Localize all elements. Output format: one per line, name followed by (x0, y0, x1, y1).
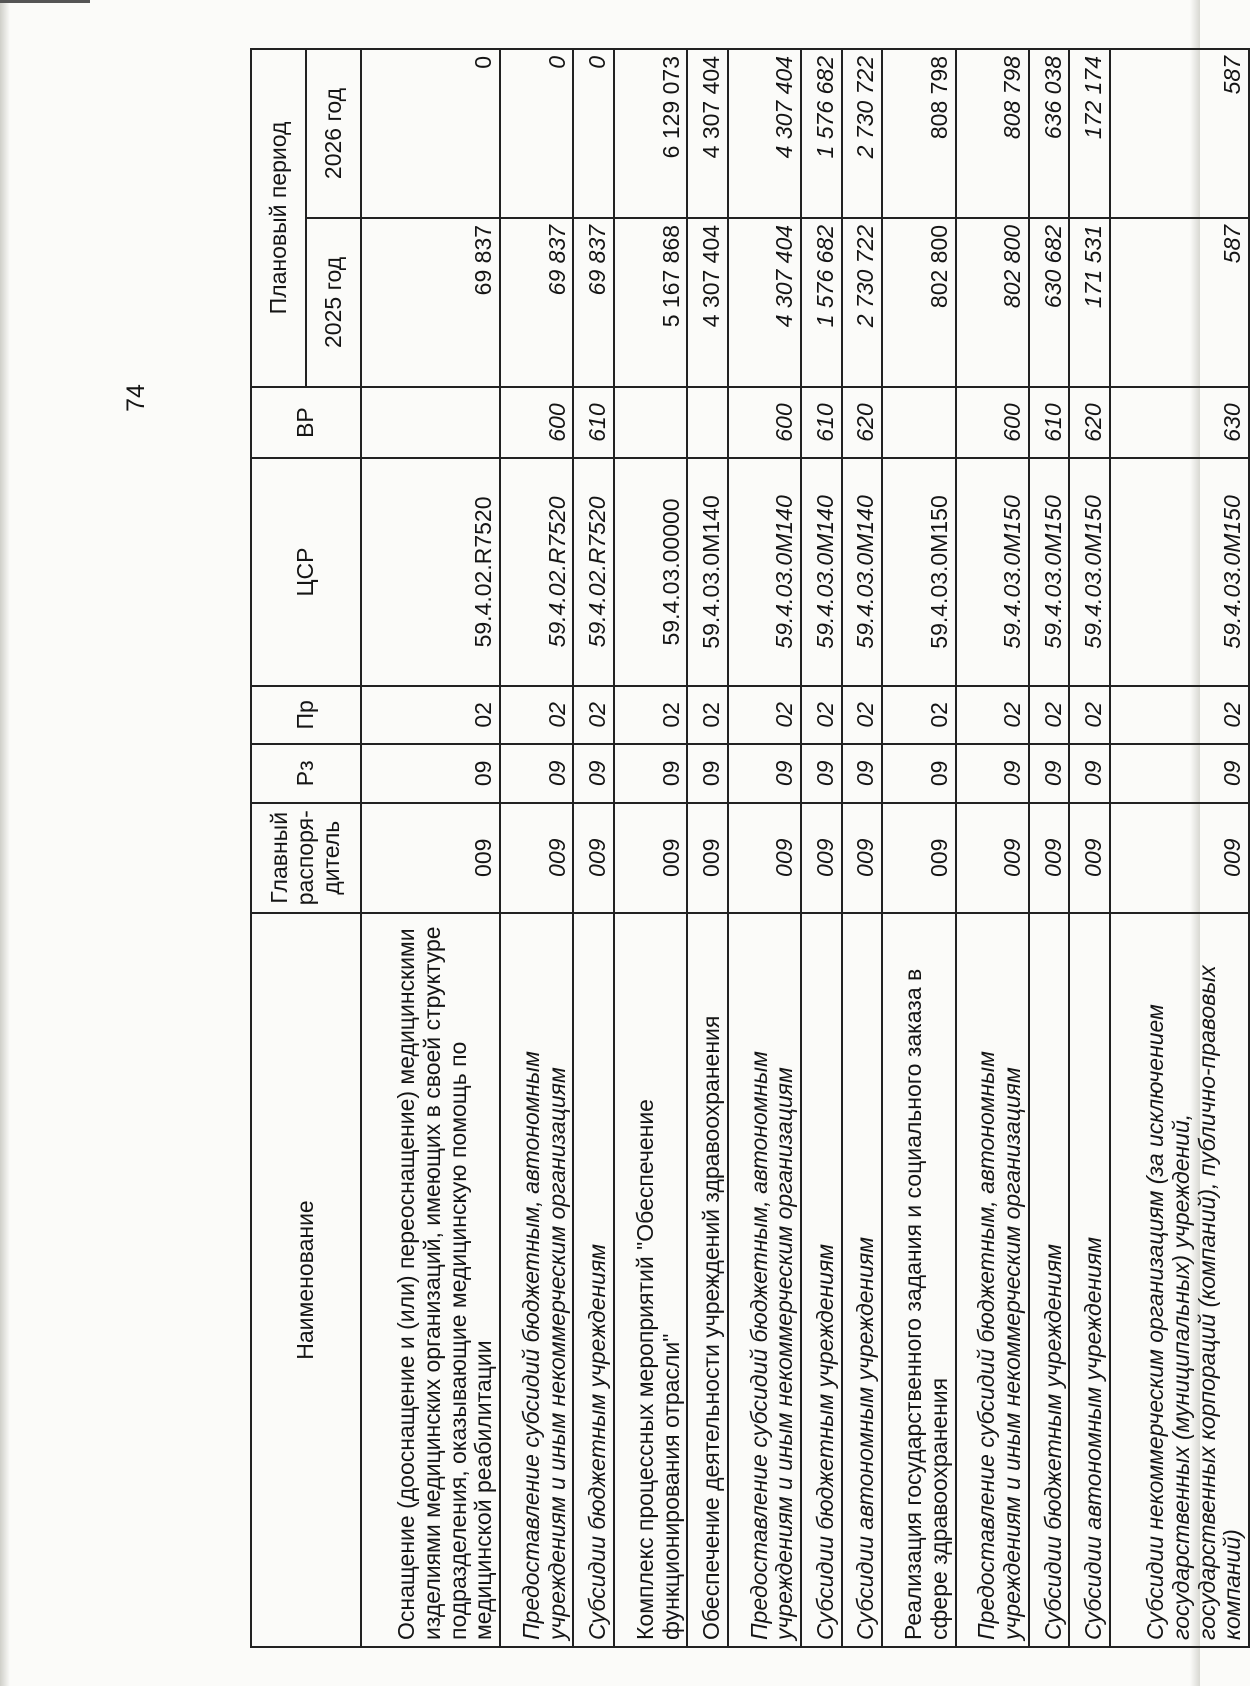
cell-csr: 59.4.03.0М150 (956, 458, 1029, 685)
cell-rz: 09 (687, 744, 728, 802)
cell-grbs: 009 (882, 803, 955, 913)
cell-name: Субсидии автономным учреждениям (842, 913, 883, 1647)
cell-name: Оснащение (дооснащение и (или) переоснащение) медицинскими изделиями медицинских организаций, имеющих в своей структуре подразделения, оказывающие медицинскую помощь по медицинской реабилитации (361, 913, 500, 1647)
cell-grbs: 009 (361, 803, 500, 913)
cell-name: Предоставление субсидий бюджетным, автономным учреждениям и иным некоммерческим организациям (728, 913, 801, 1647)
cell-2026: 1 576 682 (801, 49, 842, 218)
header-grbs: Главный распоря-дитель (251, 803, 361, 913)
cell-name: Субсидии некоммерческим организациям (за исключением государственных (муниципальных) учреждений, государственных корпораций (компаний), публично-правовых компаний) (1110, 913, 1249, 1647)
cell-pr: 02 (361, 686, 500, 744)
cell-grbs: 009 (1110, 803, 1249, 913)
cell-2025: 69 837 (361, 218, 500, 387)
cell-name: Предоставление субсидий бюджетным, автономным учреждениям и иным некоммерческим организациям (500, 913, 573, 1647)
cell-pr: 02 (687, 686, 728, 744)
table-row (1069, 49, 1110, 1647)
cell-2025: 630 682 (1029, 218, 1070, 387)
table-row (361, 49, 500, 1647)
table-body (361, 49, 1249, 1647)
cell-2026: 2 730 722 (842, 49, 883, 218)
table-row (842, 49, 883, 1647)
cell-rz: 09 (1110, 744, 1249, 802)
cell-vr: 610 (801, 387, 842, 458)
cell-2025: 2 730 722 (842, 218, 883, 387)
cell-csr: 59.4.03.0М140 (687, 458, 728, 685)
cell-2026: 6 129 073 (614, 49, 687, 218)
cell-2025: 1 576 682 (801, 218, 842, 387)
header-vr: ВР (251, 387, 361, 458)
cell-2025: 802 800 (956, 218, 1029, 387)
cell-vr: 600 (728, 387, 801, 458)
cell-vr (687, 387, 728, 458)
cell-2026: 808 798 (956, 49, 1029, 218)
cell-rz: 09 (728, 744, 801, 802)
cell-2025: 802 800 (882, 218, 955, 387)
table-row (882, 49, 955, 1647)
cell-2026: 172 174 (1069, 49, 1110, 218)
cell-2026: 4 307 404 (728, 49, 801, 218)
cell-vr: 610 (1029, 387, 1070, 458)
table-row (1110, 49, 1249, 1647)
header-rz: Рз (251, 744, 361, 802)
cell-pr: 02 (573, 686, 614, 744)
cell-rz: 09 (956, 744, 1029, 802)
cell-name: Субсидии автономным учреждениям (1069, 913, 1110, 1647)
cell-grbs: 009 (614, 803, 687, 913)
cell-csr: 59.4.03.0М150 (1029, 458, 1070, 685)
cell-2025: 4 307 404 (687, 218, 728, 387)
cell-vr: 630 (1110, 387, 1249, 458)
cell-rz: 09 (882, 744, 955, 802)
cell-vr (361, 387, 500, 458)
cell-name: Субсидии бюджетным учреждениям (573, 913, 614, 1647)
table-row (801, 49, 842, 1647)
cell-csr: 59.4.03.0М150 (882, 458, 955, 685)
cell-pr: 02 (842, 686, 883, 744)
cell-csr: 59.4.03.0М150 (1110, 458, 1249, 685)
table-row (614, 49, 687, 1647)
scan-mark (0, 0, 90, 3)
cell-grbs: 009 (842, 803, 883, 913)
cell-2026: 808 798 (882, 49, 955, 218)
cell-name: Обеспечение деятельности учреждений здравоохранения (687, 913, 728, 1647)
cell-rz: 09 (614, 744, 687, 802)
page-number: 74 (122, 384, 150, 412)
cell-csr: 59.4.03.0М140 (801, 458, 842, 685)
cell-vr: 620 (1069, 387, 1110, 458)
cell-pr: 02 (500, 686, 573, 744)
cell-name: Предоставление субсидий бюджетным, автономным учреждениям и иным некоммерческим организациям (956, 913, 1029, 1647)
cell-pr: 02 (882, 686, 955, 744)
cell-rz: 09 (842, 744, 883, 802)
table-row (728, 49, 801, 1647)
cell-csr: 59.4.03.00000 (614, 458, 687, 685)
cell-grbs: 009 (1069, 803, 1110, 913)
header-year-2026: 2026 год (306, 49, 361, 218)
cell-pr: 02 (801, 686, 842, 744)
budget-table-container (250, 48, 1250, 1648)
cell-csr: 59.4.03.0М150 (1069, 458, 1110, 685)
cell-2025: 69 837 (500, 218, 573, 387)
cell-vr (882, 387, 955, 458)
cell-pr: 02 (956, 686, 1029, 744)
cell-grbs: 009 (728, 803, 801, 913)
header-csr: ЦСР (251, 458, 361, 685)
table-row (956, 49, 1029, 1647)
cell-2025: 5 167 868 (614, 218, 687, 387)
table-row (573, 49, 614, 1647)
cell-grbs: 009 (1029, 803, 1070, 913)
cell-name: Комплекс процессных мероприятий "Обеспечение функционирования отрасли" (614, 913, 687, 1647)
cell-rz: 09 (1069, 744, 1110, 802)
cell-pr: 02 (614, 686, 687, 744)
cell-vr (614, 387, 687, 458)
cell-vr: 600 (956, 387, 1029, 458)
cell-2026: 4 307 404 (687, 49, 728, 218)
cell-2026: 0 (500, 49, 573, 218)
header-pr: Пр (251, 686, 361, 744)
cell-2026: 0 (573, 49, 614, 218)
cell-csr: 59.4.02.R7520 (500, 458, 573, 685)
table-row (687, 49, 728, 1647)
cell-2026: 587 (1110, 49, 1249, 218)
cell-grbs: 009 (801, 803, 842, 913)
cell-rz: 09 (801, 744, 842, 802)
cell-vr: 620 (842, 387, 883, 458)
cell-rz: 09 (1029, 744, 1070, 802)
table-row (500, 49, 573, 1647)
budget-table (250, 48, 1250, 1648)
cell-name: Реализация государственного задания и социального заказа в сфере здравоохранения (882, 913, 955, 1647)
cell-2025: 171 531 (1069, 218, 1110, 387)
page-edge-left (0, 0, 10, 1686)
cell-2025: 4 307 404 (728, 218, 801, 387)
header-year-2025: 2025 год (306, 218, 361, 387)
cell-name: Субсидии бюджетным учреждениям (801, 913, 842, 1647)
cell-2026: 636 038 (1029, 49, 1070, 218)
cell-vr: 610 (573, 387, 614, 458)
cell-rz: 09 (361, 744, 500, 802)
cell-2025: 587 (1110, 218, 1249, 387)
cell-csr: 59.4.03.0М140 (842, 458, 883, 685)
table-row (1029, 49, 1070, 1647)
cell-pr: 02 (1110, 686, 1249, 744)
cell-grbs: 009 (500, 803, 573, 913)
cell-pr: 02 (1029, 686, 1070, 744)
cell-csr: 59.4.03.0М140 (728, 458, 801, 685)
cell-name: Субсидии бюджетным учреждениям (1029, 913, 1070, 1647)
cell-2026: 0 (361, 49, 500, 218)
cell-grbs: 009 (573, 803, 614, 913)
cell-grbs: 009 (687, 803, 728, 913)
cell-pr: 02 (728, 686, 801, 744)
header-name: Наименование (251, 913, 361, 1647)
cell-rz: 09 (573, 744, 614, 802)
header-plan-period: Плановый период (251, 49, 306, 387)
cell-pr: 02 (1069, 686, 1110, 744)
cell-csr: 59.4.02.R7520 (573, 458, 614, 685)
cell-vr: 600 (500, 387, 573, 458)
cell-2025: 69 837 (573, 218, 614, 387)
cell-csr: 59.4.02.R7520 (361, 458, 500, 685)
cell-grbs: 009 (956, 803, 1029, 913)
cell-rz: 09 (500, 744, 573, 802)
